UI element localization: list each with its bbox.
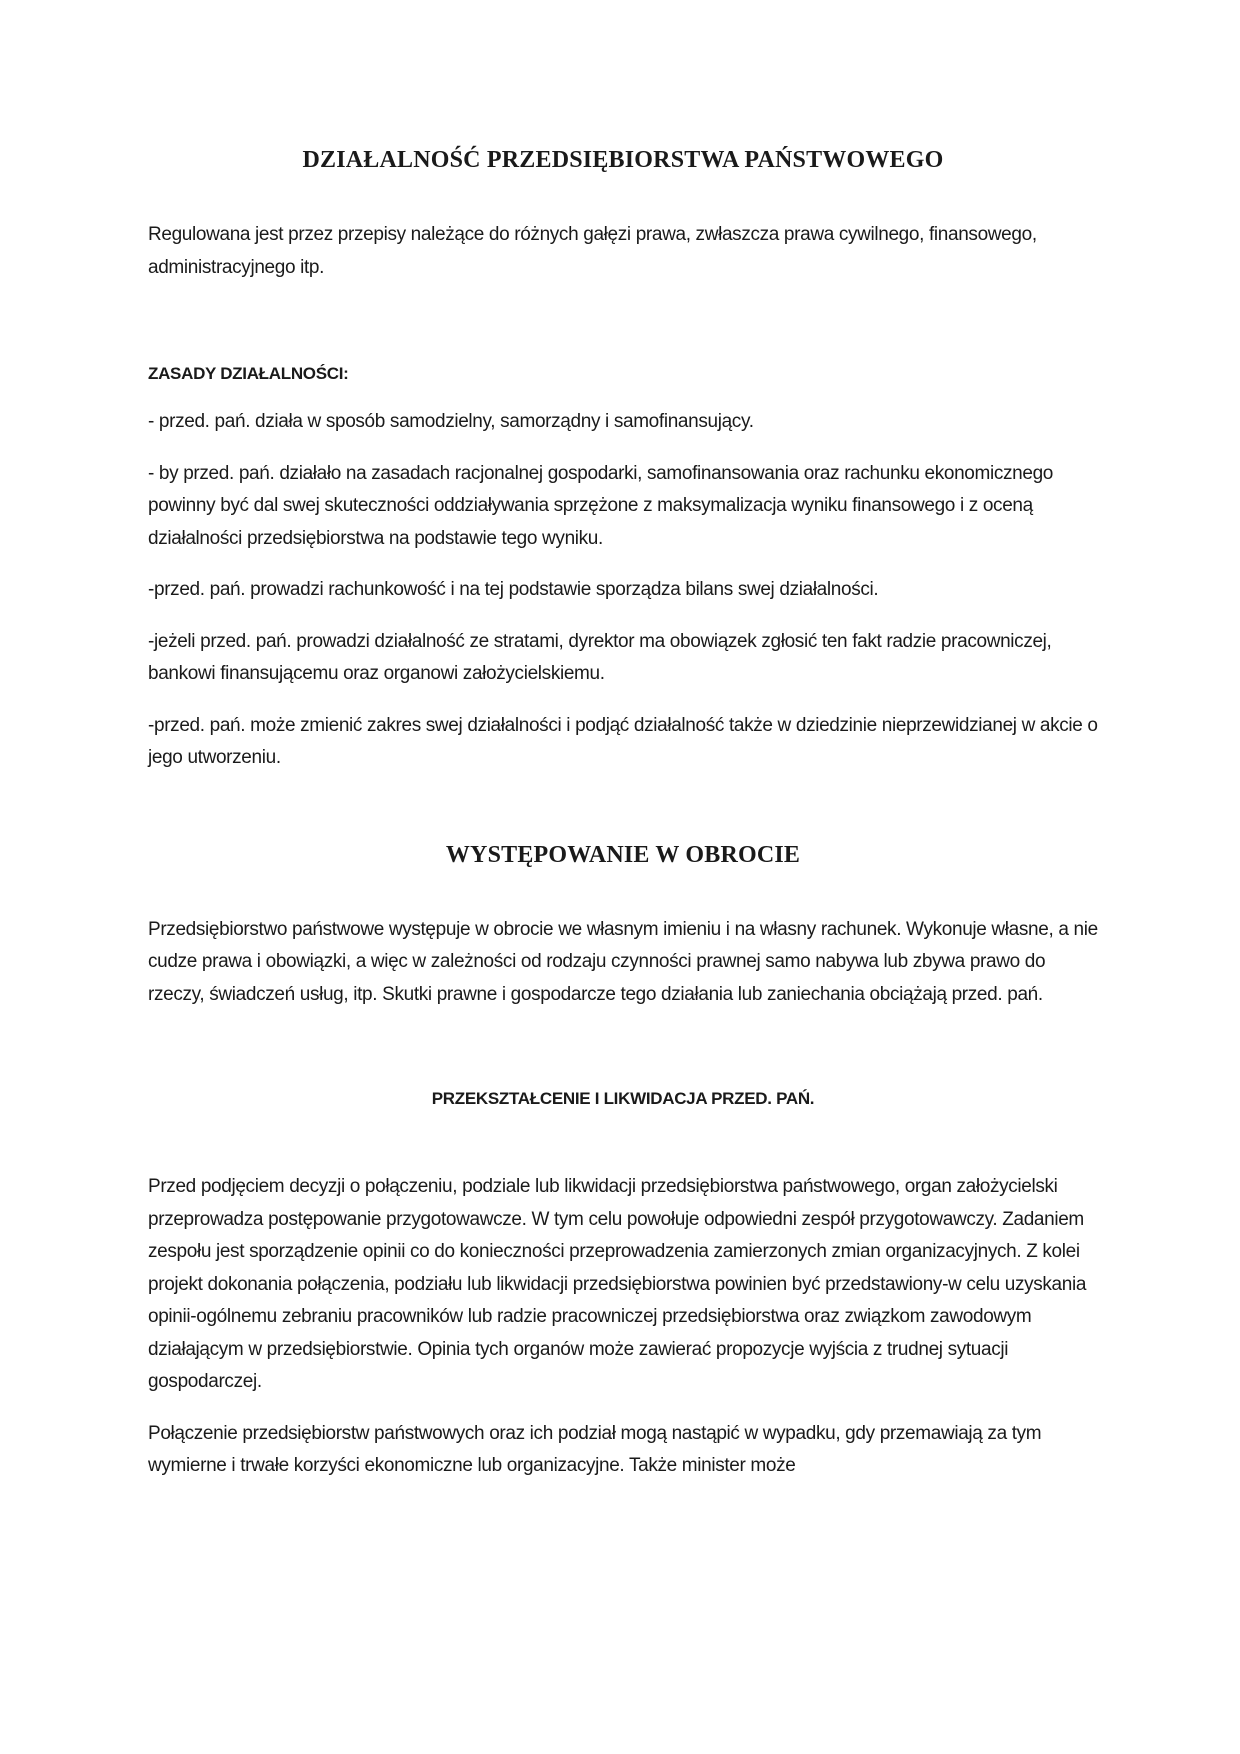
circulation-paragraph: Przedsiębiorstwo państwowe występuje w obrocie we własnym imieniu i na własny rachunek. Wykonuje własne, a nie cudze prawa i obowiązki, a więc w zależności od rodzaju czynności prawnej samo nabywa lub zbywa prawo do rzeczy, świadczeń usług, itp. Skutki prawne i gospodarcze tego działania lub zaniechania obciążają przed. pań. (148, 918, 1098, 1005)
document-title: DZIAŁALNOŚĆ PRZEDSIĘBIORSTWA PAŃSTWOWEGO (302, 147, 944, 173)
principle-item: - przed. pań. działa w sposób samodzielny, samorządny i samofinansujący. (148, 411, 754, 432)
principle-item: - by przed. pań. działało na zasadach racjonalnej gospodarki, samofinansowania oraz rachunku ekonomicznego powinny być dal swej skuteczności oddziaływania sprzężone z maksymalizacja wyniku finansowego i z oceną działalności przedsiębiorstwa na podstawie tego wyniku. (148, 462, 1054, 549)
transformation-paragraph-1: Przed podjęciem decyzji o połączeniu, podziale lub likwidacji przedsiębiorstwa państwowego, organ założycielski przeprowadza postępowanie przygotowawcze. W tym celu powołuje odpowiedni zespół przygotowawczy. Zadaniem zespołu jest sporządzenie opinii co do konieczności przeprowadzenia zamierzonych zmian organizacyjnych. Z kolei projekt dokonania połączenia, podziału lub likwidacji przedsiębiorstwa powinien być przedstawiony-w celu uzyskania opinii-ogólnemu zebraniu pracowników lub radzie pracowniczej przedsiębiorstwa oraz związkom zawodowym działającym w przedsiębiorstwie. Opinia tych organów może zawierać propozycje wyjścia z trudnej sytuacji gospodarczej. (148, 1176, 1087, 1392)
principle-item: -przed. pań. prowadzi rachunkowość i na tej podstawie sporządza bilans swej działalności. (148, 579, 879, 600)
transformation-heading: PRZEKSZTAŁCENIE I LIKWIDACJA PRZED. PAŃ. (431, 1089, 815, 1108)
transformation-paragraph-2: Połączenie przedsiębiorstw państwowych oraz ich podział mogą nastąpić w wypadku, gdy przemawiają za tym wymierne i trwałe korzyści ekonomiczne lub organizacyjne. Także minister może (148, 1422, 1042, 1476)
principle-item: -przed. pań. może zmienić zakres swej działalności i podjąć działalność także w dziedzinie nieprzewidzianej w akcie o jego utworzeniu. (148, 714, 1098, 768)
document-page (148, 0, 1098, 1483)
intro-paragraph: Regulowana jest przez przepisy należące do różnych gałęzi prawa, zwłaszcza prawa cywilnego, finansowego, administracyjnego itp. (148, 224, 1037, 278)
principle-item: -jeżeli przed. pań. prowadzi działalność ze stratami, dyrektor ma obowiązek zgłosić ten fakt radzie pracowniczej, bankowi finansującemu oraz organowi założycielskiemu. (148, 630, 1052, 684)
circulation-heading: WYSTĘPOWANIE W OBROCIE (445, 841, 801, 868)
principles-heading: ZASADY DZIAŁALNOŚCI: (148, 364, 349, 383)
